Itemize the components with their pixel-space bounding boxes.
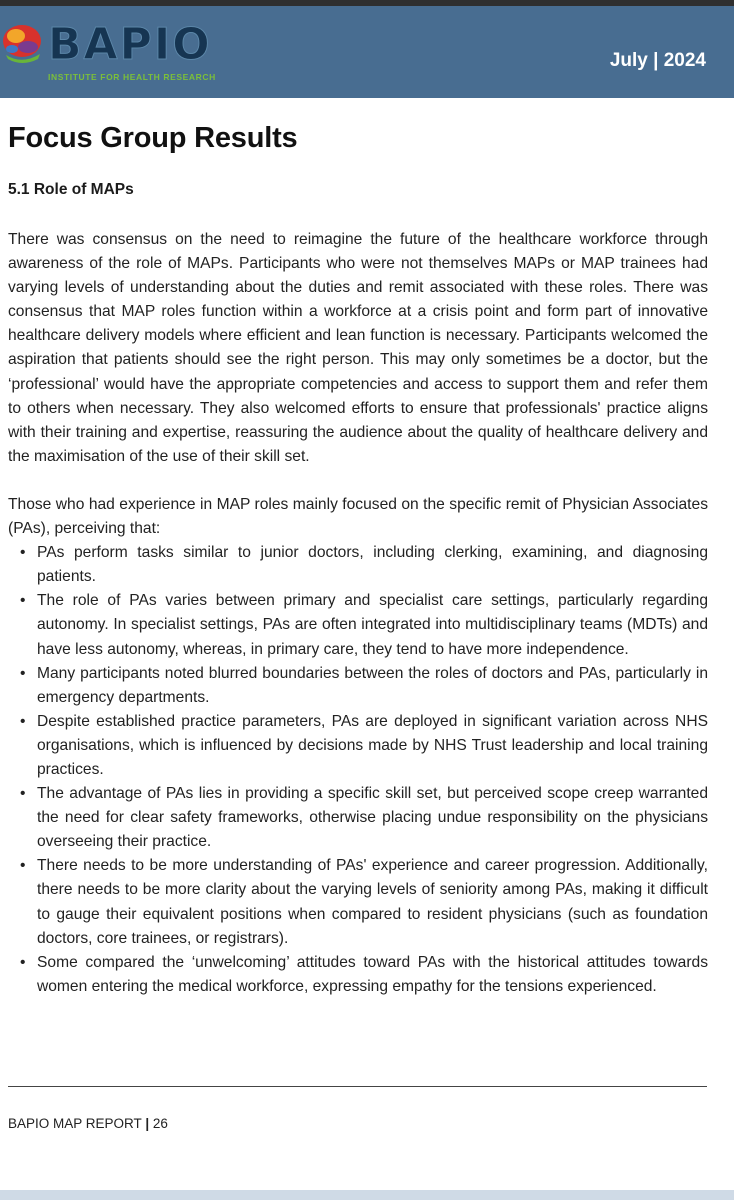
- bullet-icon: •: [20, 592, 26, 610]
- list-item: [8, 662, 708, 710]
- footer-report-label: BAPIO MAP REPORT: [8, 1116, 142, 1131]
- list-item: [8, 782, 708, 854]
- list-item-text: The advantage of PAs lies in providing a specific skill set, but perceived scope creep warranted the need for clear safety frameworks, otherwise placing undue responsibility on the physicians overseeing their practice.: [37, 785, 708, 851]
- list-item: [8, 589, 708, 661]
- list-item: [8, 710, 708, 782]
- list-item-text: The role of PAs varies between primary and specialist care settings, particularly regarding autonomy. In specialist settings, PAs are often integrated into multidisciplinary teams (MDTs) and have less autonomy, whereas, in primary care, they tend to have more independence.: [37, 592, 708, 658]
- footer-page-number: 26: [152, 1116, 168, 1131]
- bapio-logo: [2, 21, 252, 83]
- bullet-icon: •: [20, 712, 26, 730]
- report-header: [0, 6, 734, 98]
- list-item-text: Despite established practice parameters, PAs are deployed in significant variation across NHS organisations, which is influenced by decisions made by NHS Trust leadership and local training practices.: [37, 712, 708, 778]
- logo-wordmark: BAPIO: [48, 19, 212, 70]
- bottom-edge-strip: [0, 1190, 734, 1200]
- report-date: July | 2024: [609, 50, 706, 71]
- paragraph-experience-intro: Those who had experience in MAP roles mainly focused on the specific remit of Physician Associates (PAs), perceiving that:: [8, 495, 708, 538]
- list-item-text: There needs to be more understanding of PAs' experience and career progression. Additionally, there needs to be more clarity about the varying levels of seniority among PAs, making it difficult to gauge their equivalent positions when compared to resident physicians (such as foundation doctors, core trainees, or registrars).: [37, 857, 708, 947]
- section-body: [8, 228, 708, 999]
- list-item-text: Some compared the ‘unwelcoming’ attitudes toward PAs with the historical attitudes towards women entering the medical workforce, expressing empathy for the tensions experienced.: [37, 953, 708, 995]
- globe-logo-icon: [2, 21, 46, 65]
- list-item-text: Many participants noted blurred boundaries between the roles of doctors and PAs, particularly in emergency departments.: [37, 664, 708, 706]
- logo-subtitle: INSTITUTE FOR HEALTH RESEARCH: [48, 72, 216, 82]
- list-item: [8, 951, 708, 999]
- list-item: [8, 854, 708, 950]
- section-heading: 5.1 Role of MAPs: [8, 181, 134, 198]
- bullet-icon: •: [20, 785, 26, 803]
- page-footer: [8, 1116, 168, 1131]
- list-item: [8, 541, 708, 589]
- findings-list: [8, 541, 708, 999]
- page-title: Focus Group Results: [8, 122, 298, 154]
- bullet-icon: •: [20, 664, 26, 682]
- footer-separator: |: [145, 1116, 150, 1131]
- bullet-icon: •: [20, 953, 26, 971]
- footer-divider: [8, 1086, 707, 1087]
- list-item-text: PAs perform tasks similar to junior doctors, including clerking, examining, and diagnosing patients.: [37, 544, 708, 586]
- bullet-icon: •: [20, 544, 26, 562]
- paragraph-consensus: There was consensus on the need to reimagine the future of the healthcare workforce through awareness of the role of MAPs. Participants who were not themselves MAPs or MAP trainees had varying levels of understanding about the duties and remit associated with these roles. There was consensus that MAP roles function within a workforce at a crisis point and form part of innovative healthcare delivery models where efficient and lean function is necessary. Participants welcomed the aspiration that patients should see the right person. This may only sometimes be a doctor, but the ‘professional’ would have the appropriate competencies and access to support them and refer them to others when necessary. They also welcomed efforts to ensure that professionals' practice aligns with their training and expertise, reassuring the audience about the quality of healthcare delivery and the maximisation of the use of their skill set.: [8, 231, 708, 465]
- bullet-icon: •: [20, 857, 26, 875]
